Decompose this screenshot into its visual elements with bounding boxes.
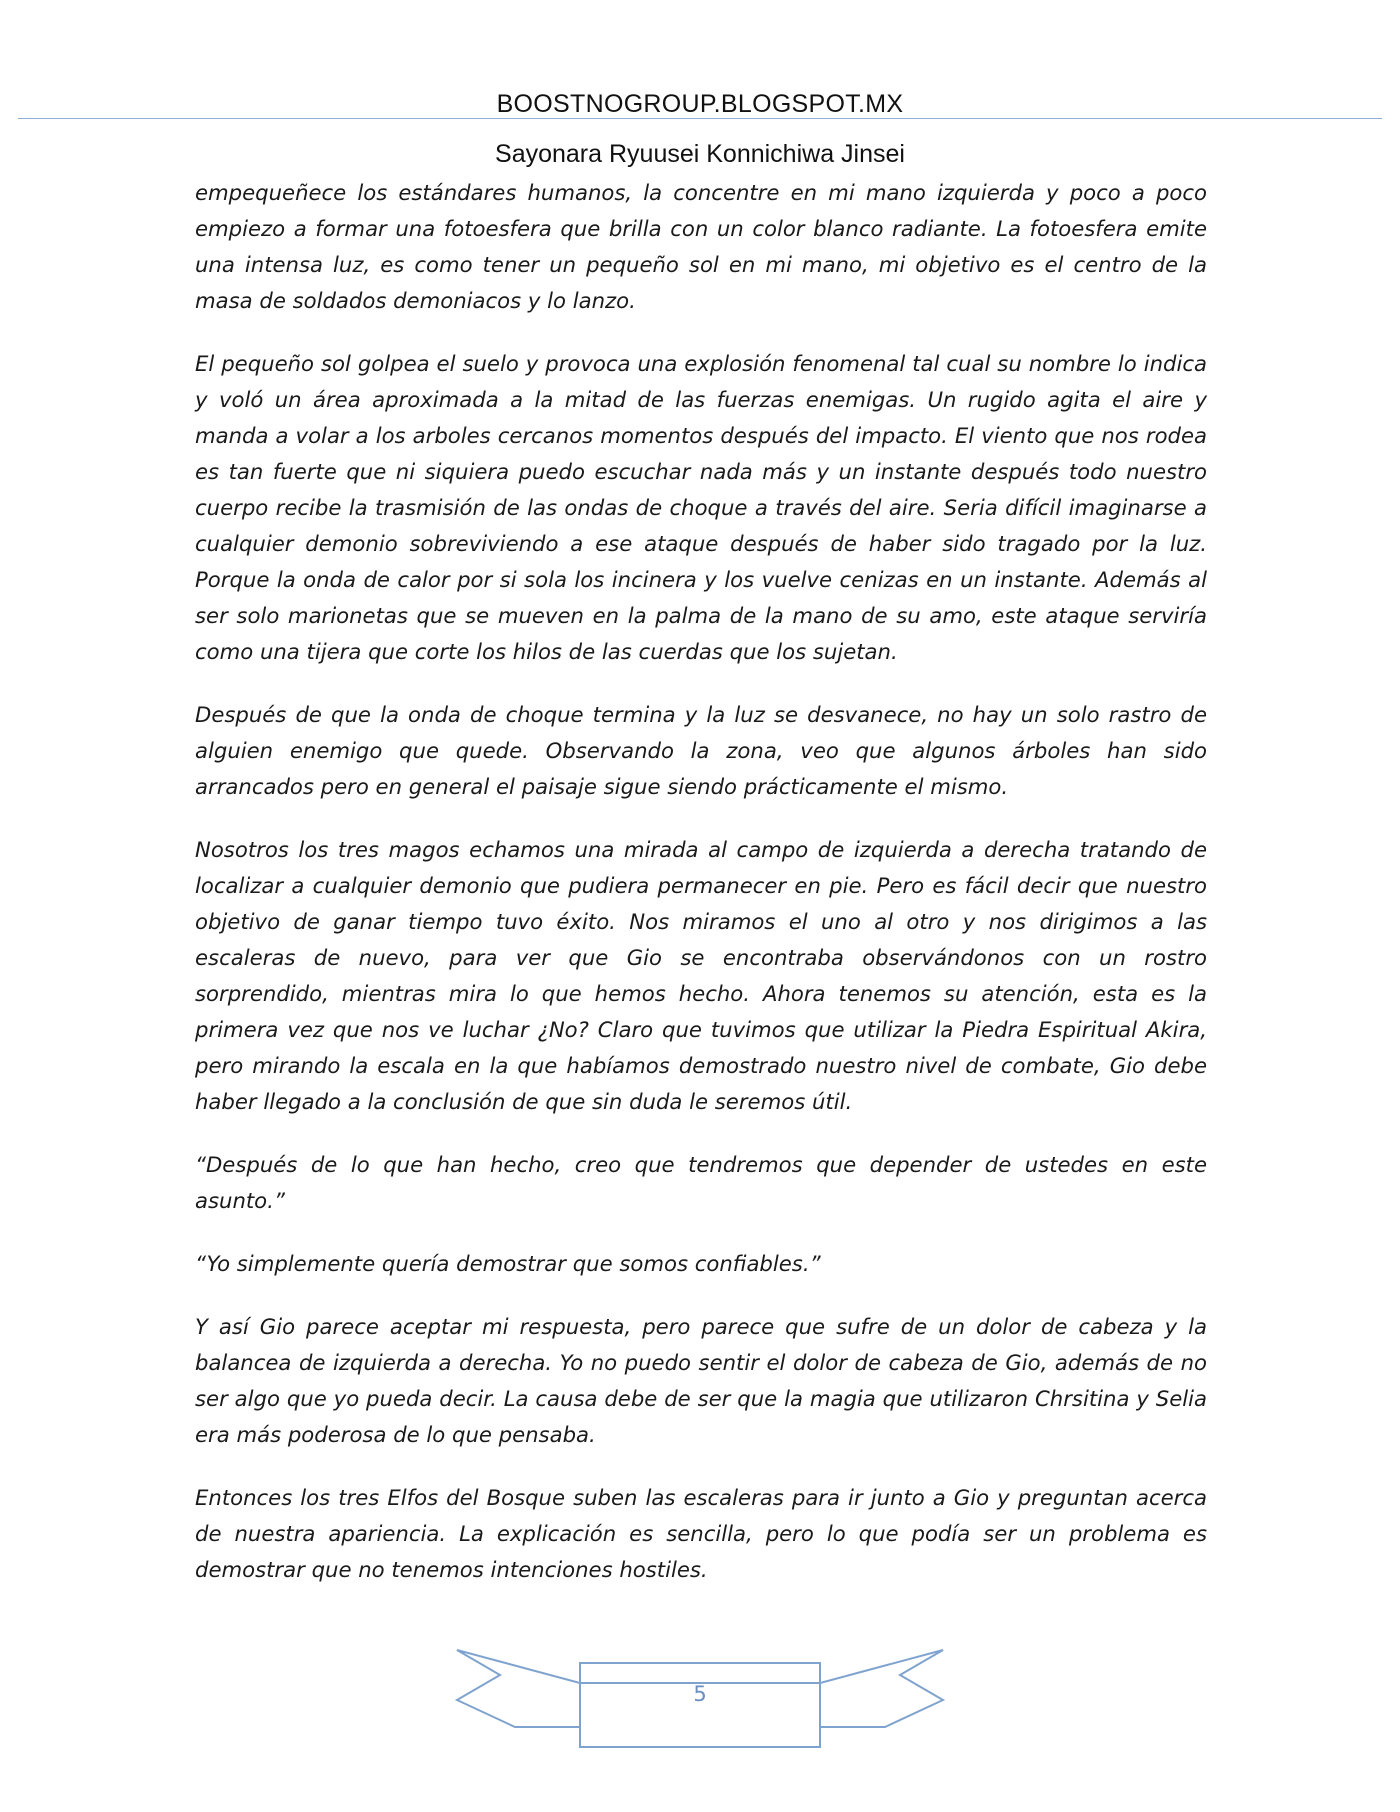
paragraph-4: Nosotros los tres magos echamos una mirada al campo de izquierda a derecha tratando de localizar a cualquier demonio que pudiera permanecer en pie. Pero es fácil decir que nuestro objetivo de ganar tiempo tuvo éxito. Nos miramos el uno al otro y nos dirigimos a las escaleras de nuevo, para ver que Gio se encontraba observándonos con un rostro sorprendido, mientras mira lo que hemos hecho. Ahora tenemos su atención, esta es la primera vez que nos ve luchar ¿No? Claro que tuvimos que utilizar la Piedra Espiritual Akira, pero mirando la escala en la que habíamos demostrado nuestro nivel de combate, Gio debe haber llegado a la conclusión de que sin duda le seremos útil. bbox=[195, 837, 1207, 1114]
paragraph-1: empequeñece los estándares humanos, la concentre en mi mano izquierda y poco a poco empiezo a formar una fotoesfera que brilla con un color blanco radiante. La fotoesfera emite una intensa luz, es como tener un pequeño sol en mi mano, mi objetivo es el centro de la masa de soldados demoniacos y lo lanzo. bbox=[195, 180, 1207, 313]
paragraph-6: “Yo simplemente quería demostrar que somos confiables.” bbox=[195, 1251, 821, 1276]
page-footer bbox=[455, 1645, 945, 1750]
page-number: 5 bbox=[693, 1682, 707, 1706]
header-divider bbox=[18, 118, 1382, 119]
paragraph-5: “Después de lo que han hecho, creo que tendremos que depender de ustedes en este asunto.” bbox=[195, 1152, 1207, 1213]
body-text bbox=[195, 175, 1207, 1615]
paragraph-7: Y así Gio parece aceptar mi respuesta, pero parece que sufre de un dolor de cabeza y la balancea de izquierda a derecha. Yo no puedo sentir el dolor de cabeza de Gio, además de no ser algo que yo pueda decir. La causa debe de ser que la magia que utilizaron Chrsitina y Selia era más poderosa de lo que pensaba. bbox=[195, 1314, 1207, 1447]
header-title: Sayonara Ryuusei Konnichiwa Jinsei bbox=[495, 140, 905, 168]
header-site-url: BOOSTNOGROUP.BLOGSPOT.MX bbox=[496, 90, 904, 118]
paragraph-8: Entonces los tres Elfos del Bosque suben las escaleras para ir junto a Gio y preguntan acerca de nuestra apariencia. La explicación es sencilla, pero lo que podía ser un problema es demostrar que no tenemos intenciones hostiles. bbox=[195, 1485, 1207, 1582]
paragraph-2: El pequeño sol golpea el suelo y provoca una explosión fenomenal tal cual su nombre lo indica y voló un área aproximada a la mitad de las fuerzas enemigas. Un rugido agita el aire y manda a volar a los arboles cercanos momentos después del impacto. El viento que nos rodea es tan fuerte que ni siquiera puedo escuchar nada más y un instante después todo nuestro cuerpo recibe la trasmisión de las ondas de choque a través del aire. Seria difícil imaginarse a cualquier demonio sobreviviendo a ese ataque después de haber sido tragado por la luz. Porque la onda de calor por si sola los incinera y los vuelve cenizas en un instante. Además al ser solo marionetas que se mueven en la palma de la mano de su amo, este ataque serviría como una tijera que corte los hilos de las cuerdas que los sujetan. bbox=[195, 351, 1207, 664]
paragraph-3: Después de que la onda de choque termina y la luz se desvanece, no hay un solo rastro de alguien enemigo que quede. Observando la zona, veo que algunos árboles han sido arrancados pero en general el paisaje sigue siendo prácticamente el mismo. bbox=[195, 702, 1207, 799]
